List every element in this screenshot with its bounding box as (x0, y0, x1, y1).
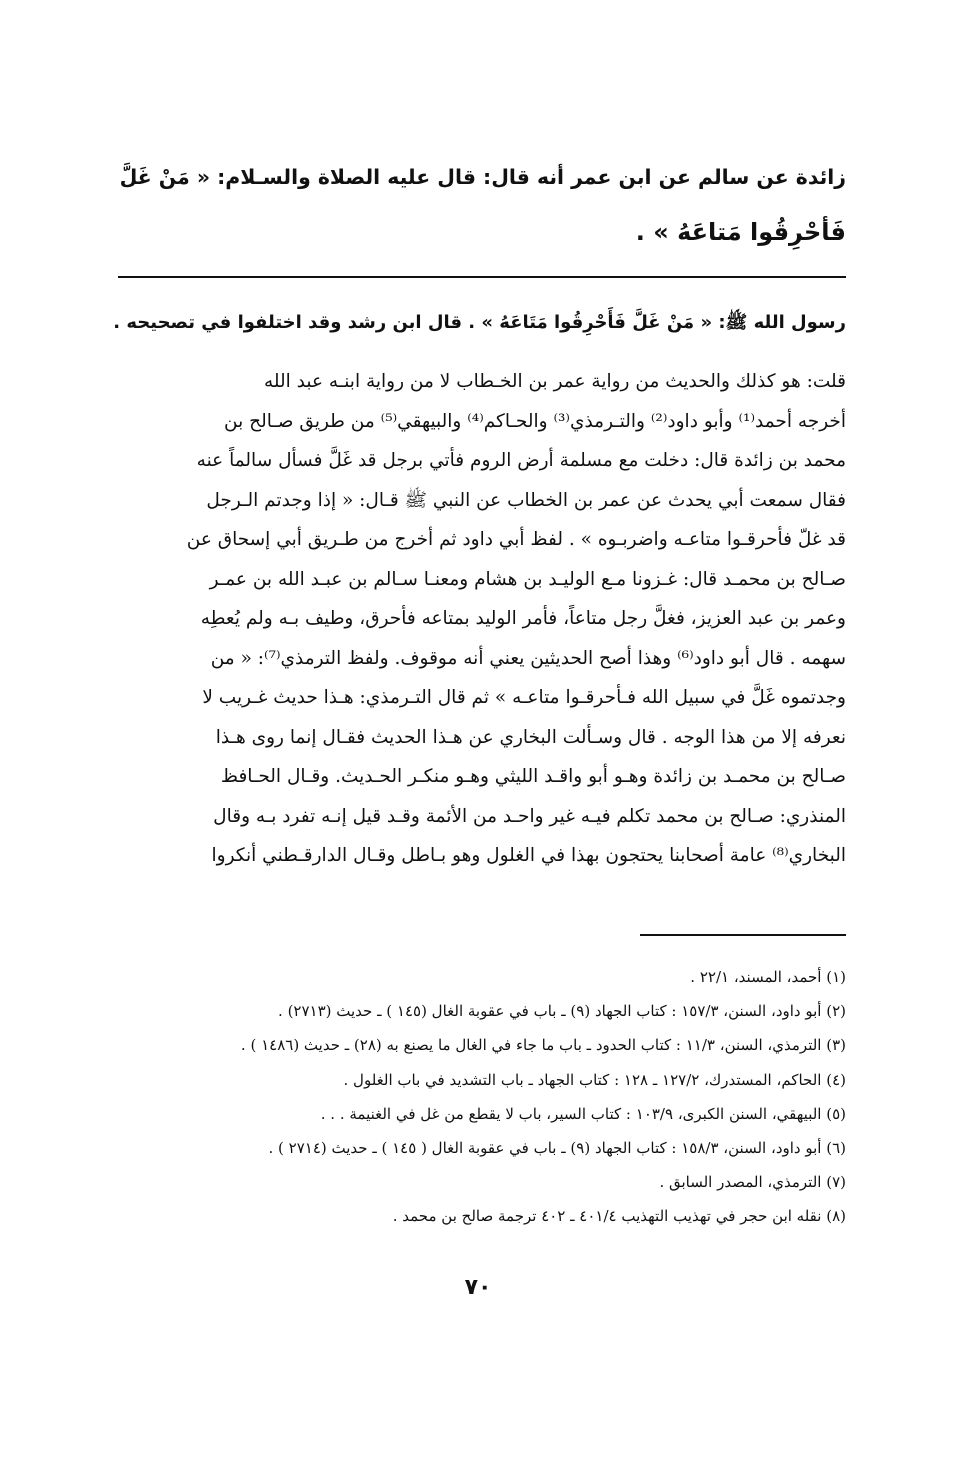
footnote-item: (١) أحمد، المسند، ٢٢/١ . (690, 968, 846, 986)
commentary-line: سهمه . قال أبو داود⁽⁶⁾ وهذا أصح الحديثين يعني أنه موقوف. ولفظ الترمذي⁽⁷⁾: « من (210, 647, 846, 669)
commentary-line: قلت: هو كذلك والحديث من رواية عمر بن الخـطاب لا من رواية ابنـه عبد الله (263, 371, 846, 392)
commentary-line: أخرجه أحمد⁽¹⁾ وأبو داود⁽²⁾ والتـرمذي⁽³⁾ والحـاكم⁽⁴⁾ والبيهقي⁽⁵⁾ من طريق صـالح بن (224, 410, 846, 432)
commentary-line: صـالح بن محمـد بن زائدة وهـو أبو واقـد الليثي وهـو منكـر الحـديث. وقـال الحـافظ (220, 766, 846, 787)
commentary-line: قد غلّ فأحرقـوا متاعـه واضربـوه » . لفظ أبي داود ثم أخرج من طـريق أبي إسحاق عن (186, 529, 846, 550)
commentary-line: فقال سمعت أبي يحدث عن عمر بن الخطاب عن النبي ﷺ قـال: « إذا وجدتم الـرجل (206, 489, 846, 511)
commentary-line: محمد بن زائدة قال: دخلت مع مسلمة أرض الروم فأتي برجل قد غَلَّ فسأل سالماً عنه (196, 450, 846, 471)
footnotes (112, 960, 846, 1234)
section-divider (118, 276, 846, 278)
commentary-body (112, 362, 846, 876)
hadith-matn (112, 150, 846, 260)
commentary-line: وجدتموه غَلَّ في سبيل الله فـأحرقـوا متاعـه » ثم قال التـرمذي: هـذا حديث غـريب لا (202, 687, 846, 708)
commentary-line: وعمر بن عبد العزيز، فغلَّ رجل متاعاً، فأمر الوليد بمتاعه فأحرق، وطيف بـه ولم يُعطِه (200, 608, 846, 629)
footnote-item: (٥) البيهقي، السنن الكبرى، ١٠٣/٩ : كتاب السير، باب لا يقطع من غل في الغنيمة . . . (320, 1104, 846, 1123)
footnote-item: (٤) الحاكم، المستدرك، ١٢٧/٢ ـ ١٢٨ : كتاب الجهاد ـ باب التشديد في باب الغلول . (343, 1070, 846, 1089)
commentary-line: المنذري: صـالح بن محمد تكلم فيـه غير واحـد من الأئمة وقـد قيل إنـه تفرد بـه وقال (213, 805, 846, 827)
page-number: ٧٠ (464, 1275, 492, 1300)
commentary-line: صـالح بن محمـد قال: غـزونا مـع الوليـد بن هشام ومعنـا سـالم بن عبـد الله بن عمـر (209, 568, 846, 590)
footnote-item: (٨) نقله ابن حجر في تهذيب التهذيب ٤٠١/٤ ـ ٤٠٢ ترجمة صالح بن محمد . (392, 1207, 846, 1226)
footnote-item: (٣) الترمذي، السنن، ١١/٣ : كتاب الحدود ـ باب ما جاء في الغال ما يصنع به (٢٨) ـ حديث (١٤٨٦ ) . (240, 1036, 846, 1055)
commentary-heading: رسول الله ﷺ: « مَنْ غَلَّ فَأَحْرِقُوا مَتَاعَهُ » . قال ابن رشد وقد اختلفوا في تصحيحه . (113, 312, 846, 333)
footnote-item: (٢) أبو داود، السنن، ١٥٧/٣ : كتاب الجهاد (٩) ـ باب في عقوبة الغال (١٤٥ ) ـ حديث (٢٧١٣) . (278, 1002, 846, 1021)
footnote-item: (٦) أبو داود، السنن، ١٥٨/٣ : كتاب الجهاد (٩) ـ باب في عقوبة الغال ( ١٤٥ ) ـ حديث (٢٧١٤ ) . (268, 1138, 846, 1157)
footnote-divider (640, 934, 846, 936)
matn-line: زائدة عن سالم عن ابن عمر أنه قال: قال عليه الصلاة والسـلام: « مَنْ غَلَّ (119, 165, 846, 189)
footnote-item: (٧) الترمذي، المصدر السابق . (659, 1173, 846, 1192)
commentary-line: البخاري⁽⁸⁾ عامة أصحابنا يحتجون بهذا في الغلول وهو بـاطل وقـال الدارقـطني أنكروا (211, 845, 846, 866)
commentary-line: نعرفه إلا من هذا الوجه . قال وسـألت البخاري عن هـذا الحديث فقـال إنما روى هـذا (215, 726, 846, 748)
matn-line: فَأحْرِقُوا مَتاعَهُ » . (635, 218, 846, 246)
